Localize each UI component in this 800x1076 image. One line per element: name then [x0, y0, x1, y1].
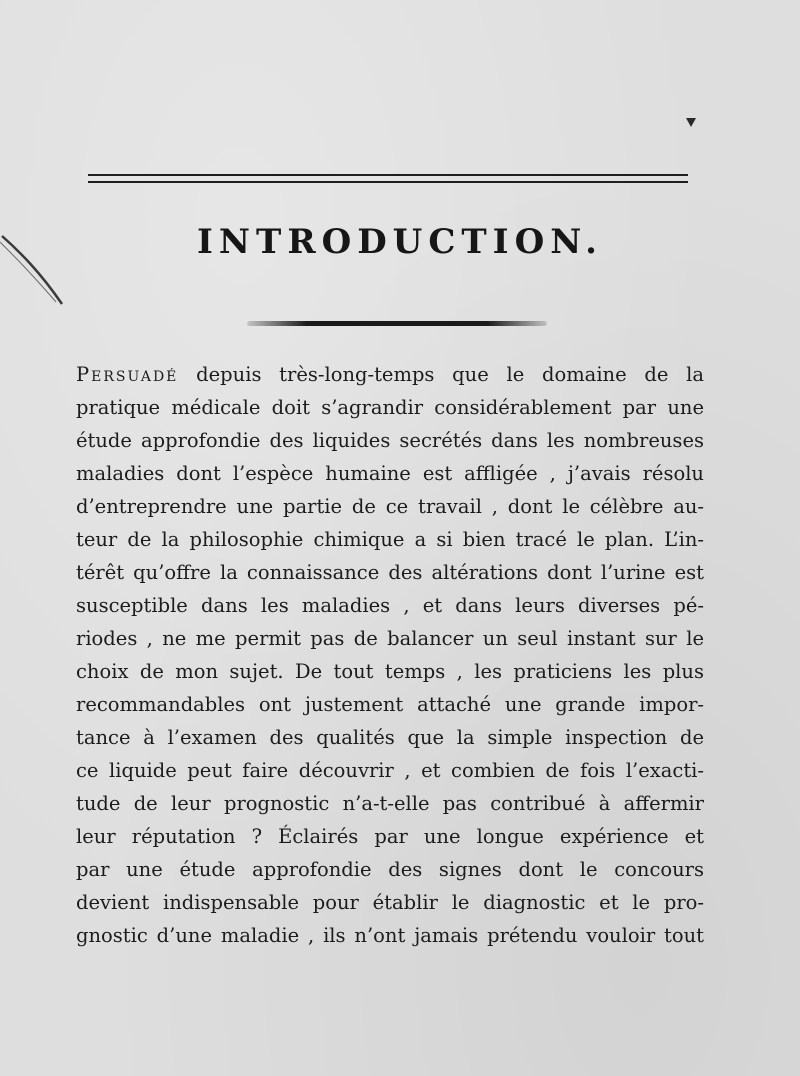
text-line: ce liquide peut faire découvrir , et combien de fois l’exacti- [76, 759, 704, 782]
text-line: recommandables ont justement attaché une grande impor- [76, 693, 704, 716]
line-text: depuis très-long-temps que le domaine de la [196, 363, 704, 386]
text-line [76, 358, 704, 391]
lead-word: Persuadé [76, 363, 179, 386]
text-line: devient indispensable pour établir le diagnostic et le pro- [76, 891, 704, 914]
text-line: par une étude approfondie des signes dont le concours [76, 858, 704, 881]
text-line: tance à l’examen des qualités que la simple inspection de [76, 726, 704, 749]
header-double-rule [88, 174, 688, 183]
text-line: étude approfondie des liquides secrétés dans les nombreuses [76, 429, 704, 452]
text-line: d’entreprendre une partie de ce travail , dont le célèbre au- [76, 495, 704, 518]
text-line: riodes , ne me permit pas de balancer un seul instant sur le [76, 627, 704, 650]
page-title: INTRODUCTION. [197, 222, 603, 262]
text-line: susceptible dans les maladies , et dans leurs diverses pé- [76, 594, 704, 617]
text-line: gnostic d’une maladie , ils n’ont jamais prétendu vouloir tout [76, 924, 704, 947]
text-line: pratique médicale doit s’agrandir considérablement par une [76, 396, 704, 419]
text-line: térêt qu’offre la connaissance des altérations dont l’urine est [76, 561, 704, 584]
body-text [76, 358, 704, 952]
text-line: maladies dont l’espèce humaine est affligée , j’avais résolu [76, 462, 704, 485]
signature-mark [686, 118, 696, 127]
text-line: choix de mon sujet. De tout temps , les praticiens les plus [76, 660, 704, 683]
text-line: leur réputation ? Éclairés par une longue expérience et [76, 825, 704, 848]
text-line: tude de leur prognostic n’a-t-elle pas contribué à affermir [76, 792, 704, 815]
text-line: teur de la philosophie chimique a si bien tracé le plan. L’in- [76, 528, 704, 551]
title-underline-rule [247, 321, 547, 326]
